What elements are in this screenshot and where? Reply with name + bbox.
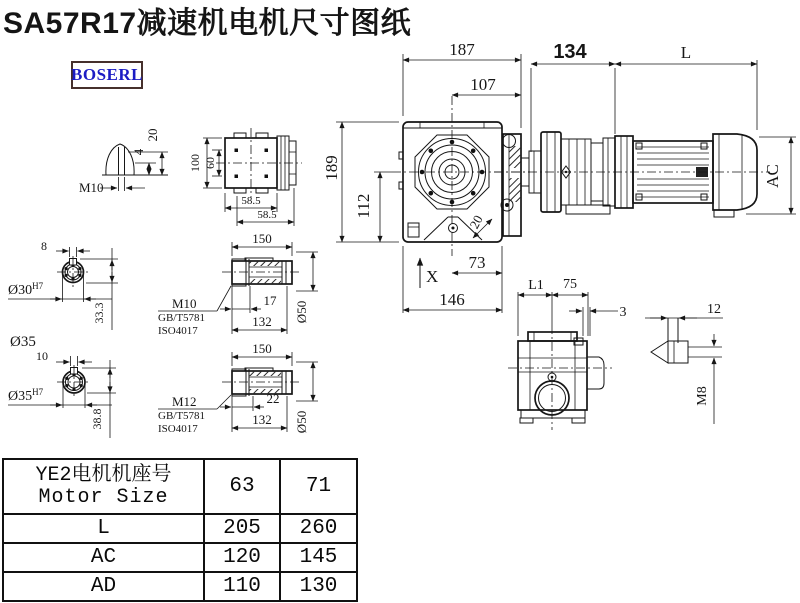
table-row-ad bbox=[3, 572, 357, 601]
dim-10: 10 bbox=[36, 349, 48, 363]
row-label: AC bbox=[3, 543, 204, 572]
dim-73: 73 bbox=[468, 253, 486, 272]
label-d35: Ø35 bbox=[10, 334, 36, 350]
table-header-row bbox=[3, 459, 357, 514]
dim-d35h7: $Ø35^{H7}$ bbox=[8, 387, 44, 404]
dim-l: L bbox=[680, 43, 692, 62]
bore-section-30 bbox=[8, 239, 118, 330]
dim-d30h7: $Ø30^{H7}$ bbox=[8, 281, 44, 298]
motor-side-view bbox=[494, 41, 796, 217]
dim-60: 60 bbox=[203, 157, 217, 169]
dim-33-3: 33.3 bbox=[92, 302, 106, 324]
dim-12: 12 bbox=[707, 302, 721, 317]
bolt-spec-m12: M12 bbox=[172, 394, 197, 409]
dim-150-b: 150 bbox=[252, 341, 272, 356]
dim-132-a: 132 bbox=[252, 314, 272, 329]
dim-20: 20 bbox=[145, 128, 160, 142]
row-value: 260 bbox=[280, 514, 357, 543]
dim-d50-a: Ø50 bbox=[294, 300, 309, 324]
dim-132-b: 132 bbox=[252, 412, 272, 427]
page-title: SA57R17减速机电机尺寸图纸 bbox=[3, 7, 412, 40]
brand-logo: BOSERL bbox=[71, 61, 143, 89]
dim-17: 17 bbox=[263, 293, 277, 308]
header-motor-size-cn: YE2电机机座号 bbox=[35, 464, 172, 487]
shaft-sleeve-1 bbox=[158, 231, 318, 337]
header-motor-size bbox=[3, 459, 204, 514]
dim-d50-b: Ø50 bbox=[294, 410, 309, 434]
row-value: 110 bbox=[204, 572, 280, 601]
dim-m8: M8 bbox=[695, 386, 710, 406]
table-row-l bbox=[3, 514, 357, 543]
bolt-spec-iso2: ISO4017 bbox=[158, 423, 198, 435]
dim-22: 22 bbox=[266, 391, 280, 406]
row-label: L bbox=[3, 514, 204, 543]
header-frame-71: 71 bbox=[280, 459, 357, 514]
header-motor-size-en: Motor Size bbox=[38, 486, 169, 509]
section-label-x: X bbox=[426, 267, 439, 286]
bore-section-35 bbox=[8, 349, 116, 438]
header-frame-63: 63 bbox=[204, 459, 280, 514]
dim-107: 107 bbox=[470, 75, 496, 94]
dim-134: 134 bbox=[553, 41, 587, 63]
shaft-sleeve-2 bbox=[158, 341, 318, 435]
dim-58-5-b: 58.5 bbox=[257, 209, 277, 221]
bolt-spec-gb2: GB/T5781 bbox=[158, 410, 206, 422]
dim-100: 100 bbox=[188, 154, 202, 172]
dim-112: 112 bbox=[354, 193, 373, 219]
dim-3: 3 bbox=[619, 305, 627, 320]
row-value: 120 bbox=[204, 543, 280, 572]
bolt-detail-m8 bbox=[645, 302, 723, 424]
dim-ac: AC bbox=[763, 164, 782, 188]
dim-187: 187 bbox=[449, 40, 475, 59]
dim-58-5-a: 58.5 bbox=[241, 195, 261, 207]
dim-75: 75 bbox=[563, 277, 577, 292]
motor-size-table bbox=[2, 458, 358, 602]
cone-detail-view bbox=[79, 129, 168, 196]
table-row-ac bbox=[3, 543, 357, 572]
gearbox-top-view bbox=[188, 128, 302, 226]
dim-20-main: 20 bbox=[466, 212, 486, 232]
dim-4: 4 bbox=[131, 148, 146, 156]
dim-146: 146 bbox=[439, 290, 465, 309]
dim-150-a: 150 bbox=[252, 231, 272, 246]
row-value: 130 bbox=[280, 572, 357, 601]
dim-189: 189 bbox=[322, 155, 341, 181]
row-value: 205 bbox=[204, 514, 280, 543]
row-value: 145 bbox=[280, 543, 357, 572]
row-label: AD bbox=[3, 572, 204, 601]
dim-l1: L1 bbox=[528, 278, 544, 293]
bolt-spec-m10: M10 bbox=[172, 296, 197, 311]
dim-8: 8 bbox=[41, 239, 47, 253]
gearbox-front-view bbox=[322, 40, 530, 313]
gearbox-end-view bbox=[508, 277, 627, 430]
bolt-spec-iso: ISO4017 bbox=[158, 325, 198, 337]
dim-m10: M10 bbox=[79, 180, 104, 195]
dim-38-8: 38.8 bbox=[90, 408, 104, 430]
bolt-spec-gb: GB/T5781 bbox=[158, 312, 206, 324]
